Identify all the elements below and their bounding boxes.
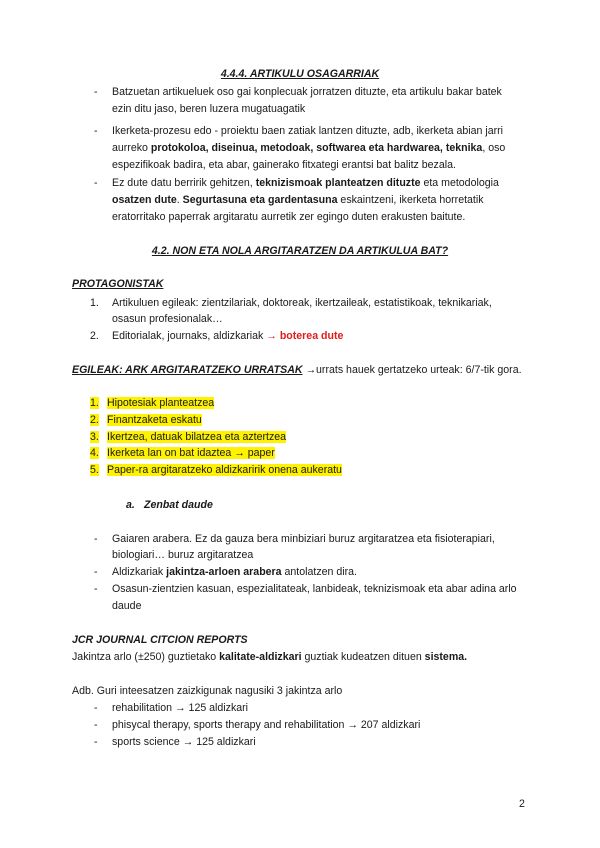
egileak-title: EGILEAK: ARK ARGITARATZEKO URRATSAK xyxy=(72,364,303,376)
list-item-text: Editorialak, journaks, aldizkariak → boterea dute xyxy=(112,330,344,342)
bullet-dash: - xyxy=(94,702,98,714)
egileak-heading: EGILEAK: ARK ARGITARATZEKO URRATSAK →urrats hauek gertatzeko urteak: 6/7-tik gora. xyxy=(72,364,522,376)
bullet-text-line: espezifikoak badira, eta abar, gainerako fitxategi erantsi bat balitz bezala. xyxy=(112,159,456,171)
bullet-dash: - xyxy=(94,566,98,578)
step-text: Paper-ra argitaratzeko aldizkaririk onena aukeratu xyxy=(107,464,342,476)
subsection-letter: a. xyxy=(126,499,135,511)
bullet-text-line: Aldizkariak jakintza-arloen arabera antolatzen dira. xyxy=(112,566,357,578)
jcr-description: Jakintza arlo (±250) guztietako kalitate-aldizkari guztiak kudeatzen dituen sistema. xyxy=(72,651,468,663)
jcr-title: JCR JOURNAL CITCION REPORTS xyxy=(72,634,248,646)
bullet-dash: - xyxy=(94,736,98,748)
step-text: Ikerketa lan on bat idaztea → paper xyxy=(107,447,275,459)
bullet-text-line: Ikerketa-prozesu edo - proiektu baen zatiak lantzen dituzte, adb, ikerketa abian jarri xyxy=(112,125,504,137)
bullet-text-line: eratorritako paperrak argitaratu aurretik zer egingo duten erakusten baitute. xyxy=(112,211,466,223)
bullet-dash: - xyxy=(94,583,98,595)
bold-text: jakintza-arloen arabera xyxy=(166,566,282,578)
list-item-text: Artikuluen egileak: zientzilariak, doktoreak, ikertzaileak, estatistikoak, teknikariak, xyxy=(112,297,492,309)
bullet-dash: - xyxy=(94,533,98,545)
boterea-highlight: → boterea dute xyxy=(266,330,344,342)
bullet-dash: - xyxy=(94,177,98,189)
list-number: 2. xyxy=(90,330,99,342)
list-item-text: osasun profesionalak… xyxy=(112,313,223,325)
bold-text: teknizismoak planteatzen dituzte xyxy=(255,177,421,189)
subsection-title: Zenbat daude xyxy=(144,499,213,511)
jcr-item: phisycal therapy, sports therapy and rehabilitation → 207 aldizkari xyxy=(112,719,421,731)
bullet-dash: - xyxy=(94,125,98,137)
bullet-text-line: ezin ditu jaso, beren luzera mugatuagatik xyxy=(112,103,306,115)
section-title-444: 4.4.4. ARTIKULU OSAGARRIAK xyxy=(220,68,380,80)
bullet-dash: - xyxy=(94,86,98,98)
step-text: Finantzaketa eskatu xyxy=(107,414,202,426)
jcr-example: Adb. Guri inteesatzen zaizkigunak nagusiki 3 jakintza arlo xyxy=(72,685,343,697)
step-number: 1. xyxy=(90,397,99,409)
bullet-text-line: biologiari… buruz argitaratzea xyxy=(112,549,254,561)
step-number: 3. xyxy=(90,431,99,443)
step-text: Hipotesiak planteatzea xyxy=(107,397,215,409)
step-number: 2. xyxy=(90,414,99,426)
page-number: 2 xyxy=(519,798,525,810)
bullet-text-line: daude xyxy=(112,600,142,612)
jcr-item: rehabilitation → 125 aldizkari xyxy=(112,702,249,714)
step-text: Ikertzea, datuak bilatzea eta aztertzea xyxy=(107,431,287,443)
bullet-text-line: Ez dute datu berririk gehitzen, teknizismoak planteatzen dituzte eta metodologia xyxy=(112,177,499,189)
bold-text: osatzen dute xyxy=(112,194,177,206)
bullet-text-line: Gaiaren arabera. Ez da gauza bera minbiziari buruz argitaratzea eta fisioterapiari, xyxy=(112,533,495,545)
bullet-text-line: Batzuetan artikueluek oso gai konplecuak jorratzen dituzte, eta artikulu bakar batek xyxy=(112,86,502,98)
bullet-text-line: Osasun-zientzien kasuan, espezialitateak, lanbideak, teknizismoak eta abar adina arlo xyxy=(112,583,517,595)
step-number: 4. xyxy=(90,447,99,459)
section-title-42: 4.2. NON ETA NOLA ARGITARATZEN DA ARTIKULUA BAT? xyxy=(151,245,449,257)
bullet-text-line: aurreko protokoloa, diseinua, metodoak, softwarea eta hardwarea, teknika, oso xyxy=(112,142,506,154)
step-number: 5. xyxy=(90,464,99,476)
protagonistak-title: PROTAGONISTAK xyxy=(72,278,164,290)
bold-text: protokoloa, diseinua, metodoak, softwarea eta hardwarea, teknika xyxy=(150,142,483,154)
jcr-item: sports science → 125 aldizkari xyxy=(112,736,256,748)
bold-text: Segurtasuna eta gardentasuna xyxy=(182,194,338,206)
bullet-dash: - xyxy=(94,719,98,731)
bullet-text-line: osatzen dute. Segurtasuna eta gardentasuna eskaintzeni, ikerketa horretatik xyxy=(112,194,484,206)
list-number: 1. xyxy=(90,297,99,309)
